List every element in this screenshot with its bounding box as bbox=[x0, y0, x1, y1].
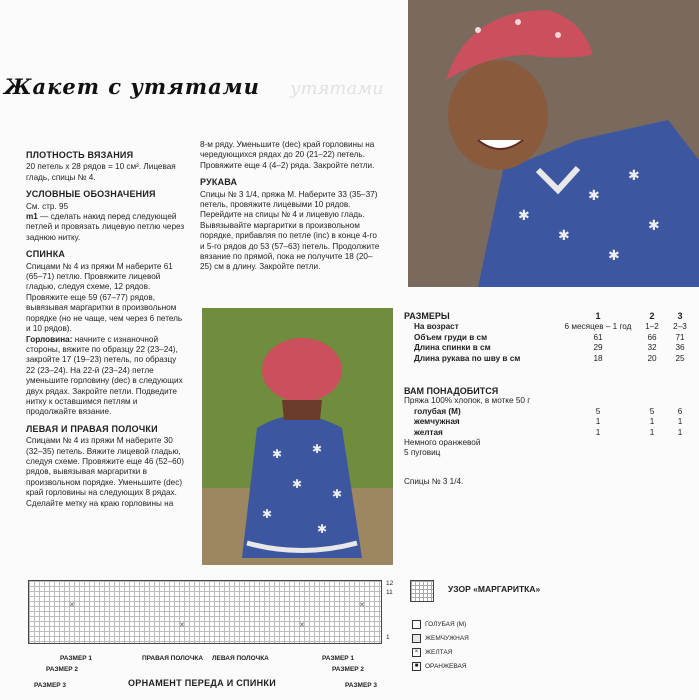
svg-text:✱: ✱ bbox=[272, 447, 283, 461]
abbreviations-ref: См. стр. 95 bbox=[26, 201, 69, 211]
row-value: 6 месяцев – 1 год bbox=[564, 322, 632, 332]
row-number-11: 11 bbox=[386, 589, 393, 596]
abbreviations-text bbox=[26, 212, 186, 243]
yarn-description: Пряжа 100% хлопок, в мотке 50 г bbox=[404, 396, 531, 406]
sizes-table bbox=[404, 311, 694, 364]
row-value: 71 bbox=[675, 332, 685, 342]
svg-text:✱: ✱ bbox=[558, 227, 570, 243]
materials-section bbox=[404, 386, 694, 487]
yarn-qty: 6 bbox=[677, 406, 683, 416]
svg-text:✱: ✱ bbox=[608, 247, 620, 263]
table-row bbox=[404, 332, 694, 343]
yarn-qty: 1 bbox=[677, 417, 683, 427]
table-row bbox=[404, 322, 694, 333]
row-value: 20 bbox=[647, 353, 657, 363]
m1-definition: — сделать накид перед следующей петлей и провязать лицевую петлю через заднюю нитку. bbox=[26, 212, 185, 242]
fronts-continued-text: 8-м ряду. Уменьшите (dec) край горловины на чередующихся рядах до 20 (21–22) петель. Провяжите еще 4 (4–2) ряда. Закройте петли. bbox=[200, 140, 375, 170]
size-1-label-right: РАЗМЕР 1 bbox=[322, 655, 355, 662]
child-portrait-photo bbox=[408, 0, 699, 287]
yarn-qty: 5 bbox=[595, 406, 601, 416]
sleeves-heading: РУКАВА bbox=[200, 177, 238, 188]
row-value: 29 bbox=[593, 343, 603, 353]
density-text: 20 петель х 28 рядов = 10 см². Лицевая гладь, спицы № 4. bbox=[26, 162, 176, 182]
size-3-label-right: РАЗМЕР 3 bbox=[345, 682, 378, 689]
legend-label: ГОЛУБАЯ (М) bbox=[425, 620, 467, 628]
m1-term: m1 bbox=[26, 212, 38, 222]
legend-label: ОРАНЖЕВАЯ bbox=[425, 662, 467, 670]
pearl-swatch-icon bbox=[412, 634, 421, 643]
row-label: Длина рукава по шву в см bbox=[414, 353, 521, 363]
yellow-swatch-icon: × bbox=[412, 648, 421, 657]
needles-note: Спицы № 3 1/4. bbox=[404, 476, 464, 486]
size-1-label-left: РАЗМЕР 1 bbox=[60, 655, 93, 662]
orange-yarn-note: Немного оранжевой bbox=[404, 438, 481, 448]
blue-swatch-icon bbox=[412, 620, 421, 629]
row-label: На возраст bbox=[414, 322, 459, 332]
daisy-mark-icon: ✕ bbox=[69, 602, 75, 609]
yarn-color: жемчужная bbox=[414, 417, 460, 427]
neckline-text bbox=[26, 335, 186, 418]
svg-text:✱: ✱ bbox=[292, 477, 303, 491]
yarn-color: желтая bbox=[414, 427, 443, 437]
materials-heading: ВАМ ПОНАДОБИТСЯ bbox=[404, 386, 499, 396]
bleed-through-title: утятами bbox=[290, 78, 384, 99]
left-front-label: ЛЕВАЯ ПОЛОЧКА bbox=[212, 655, 269, 662]
size-3-label-left: РАЗМЕР 3 bbox=[34, 682, 67, 689]
row-value: 66 bbox=[647, 332, 657, 342]
abbreviations-heading: УСЛОВНЫЕ ОБОЗНАЧЕНИЯ bbox=[26, 189, 156, 200]
row-label: Длина спинки в см bbox=[414, 343, 491, 353]
orange-swatch-icon: ■ bbox=[412, 662, 421, 671]
legend-label: ЖЕЛТАЯ bbox=[425, 648, 453, 656]
child-portrait-illustration bbox=[408, 0, 699, 287]
middle-column bbox=[200, 140, 383, 273]
yarn-qty: 1 bbox=[595, 427, 601, 437]
daisy-mark-icon: ✕ bbox=[179, 622, 185, 629]
right-front-label: ПРАВАЯ ПОЛОЧКА bbox=[142, 655, 204, 662]
svg-text:✱: ✱ bbox=[648, 217, 660, 233]
table-row bbox=[404, 428, 694, 438]
legend-item bbox=[412, 631, 469, 645]
left-column bbox=[26, 144, 186, 509]
yarn-qty: 1 bbox=[677, 427, 683, 437]
daisy-mark-icon: ✕ bbox=[359, 602, 365, 609]
svg-text:✱: ✱ bbox=[317, 522, 328, 536]
child-back-illustration bbox=[202, 308, 393, 565]
chart-legend bbox=[412, 617, 469, 673]
row-number-12: 12 bbox=[386, 580, 394, 587]
back-heading: СПИНКА bbox=[26, 249, 66, 260]
yarn-qty: 5 bbox=[649, 406, 655, 416]
table-row bbox=[404, 417, 694, 427]
svg-text:✱: ✱ bbox=[518, 207, 530, 223]
back-text: Спицами № 4 из пряжи М наберите 61 (65–71) петлю. Провяжите лицевой гладью, следуя схеме, 12 рядов. Провяжите еще 59 (67–77) рядов, вывязывая маргаритки в произвольном порядке (но не чаще, чем через 6 петель и 10 рядов). bbox=[26, 261, 183, 334]
fronts-heading: ЛЕВАЯ И ПРАВАЯ ПОЛОЧКИ bbox=[26, 423, 158, 434]
size-col-1: 1 bbox=[595, 311, 601, 322]
row-value: 61 bbox=[593, 332, 603, 342]
daisy-motif-title: УЗОР «МАРГАРИТКА» bbox=[448, 584, 541, 594]
legend-label: ЖЕМЧУЖНАЯ bbox=[425, 634, 469, 642]
row-label: Объем груди в см bbox=[414, 332, 488, 342]
chart-title: ОРНАМЕНТ ПЕРЕДА И СПИНКИ bbox=[128, 678, 276, 688]
neckline-term: Горловина: bbox=[26, 334, 73, 344]
table-row bbox=[404, 407, 694, 417]
yarn-qty: 1 bbox=[649, 427, 655, 437]
yarn-color: голубая (М) bbox=[414, 406, 461, 416]
size-2-label-left: РАЗМЕР 2 bbox=[46, 666, 79, 673]
legend-item bbox=[412, 617, 469, 631]
svg-text:✱: ✱ bbox=[628, 167, 640, 183]
row-value: 18 bbox=[593, 353, 603, 363]
fronts-text: Спицами № 4 из пряжи М наберите 30 (32–35) петель. Вяжите лицевой гладью, следуя схеме. Провяжите еще 46 (52–60) рядов, вывязывая маргаритки в произвольном порядке. Уменьшите (dec) край горловины на следующих 8 рядах. Сделайте метку на краю горловины на bbox=[26, 436, 184, 508]
child-back-photo bbox=[202, 308, 393, 565]
row-value: 32 bbox=[647, 343, 657, 353]
row-value: 25 bbox=[675, 353, 685, 363]
page-title: Жакет с утятами bbox=[4, 74, 260, 99]
sizes-heading: РАЗМЕРЫ bbox=[404, 311, 450, 322]
neckline-definition: начните с изнаночной стороны, вяжите по образцу 22 (23–24), закройте 17 (19–23) петель, по образцу 22 (23–24). На 22-й (23–24) петле уменьшите горловину (dec) в следующих двух рядах. Закройте петли. Подведите нитку к оставшимся петлям и продолжайте вязание. bbox=[26, 334, 183, 417]
legend-item bbox=[412, 659, 469, 673]
density-heading: ПЛОТНОСТЬ ВЯЗАНИЯ bbox=[26, 150, 134, 160]
table-row bbox=[404, 353, 694, 364]
size-col-3: 3 bbox=[677, 311, 683, 322]
svg-text:✱: ✱ bbox=[332, 487, 343, 501]
sleeves-text: Спицы № 3 1/4, пряжа М. Наберите 33 (35–37) петель, провяжите лицевыми 10 рядов. Перейдите на спицы № 4 и лицевую гладь. Вывязывайте маргаритки в произвольном порядке, прибавляя по петле (inc) в конце 4-го и 5-го рядов до 53 (57–63) петель. Продолжите вязание по прямой, пока не получите 18 (20–25) см в длину. Закройте петли. bbox=[200, 189, 380, 272]
legend-item bbox=[412, 645, 469, 659]
yarn-qty: 1 bbox=[649, 417, 655, 427]
row-value: 2–3 bbox=[673, 322, 687, 332]
size-2-label-right: РАЗМЕР 2 bbox=[332, 666, 365, 673]
svg-text:✱: ✱ bbox=[262, 507, 273, 521]
table-row bbox=[404, 343, 694, 354]
pattern-chart-grid bbox=[28, 580, 382, 644]
buttons-note: 5 пуговиц bbox=[404, 448, 441, 458]
size-col-2: 2 bbox=[649, 311, 655, 322]
daisy-motif-chart bbox=[410, 580, 434, 602]
daisy-mark-icon: ✕ bbox=[299, 622, 305, 629]
row-value: 36 bbox=[675, 343, 685, 353]
svg-text:✱: ✱ bbox=[312, 442, 323, 456]
svg-text:✱: ✱ bbox=[588, 187, 600, 203]
yarn-qty: 1 bbox=[595, 417, 601, 427]
row-value: 1–2 bbox=[645, 322, 659, 332]
row-number-1: 1 bbox=[386, 634, 390, 641]
